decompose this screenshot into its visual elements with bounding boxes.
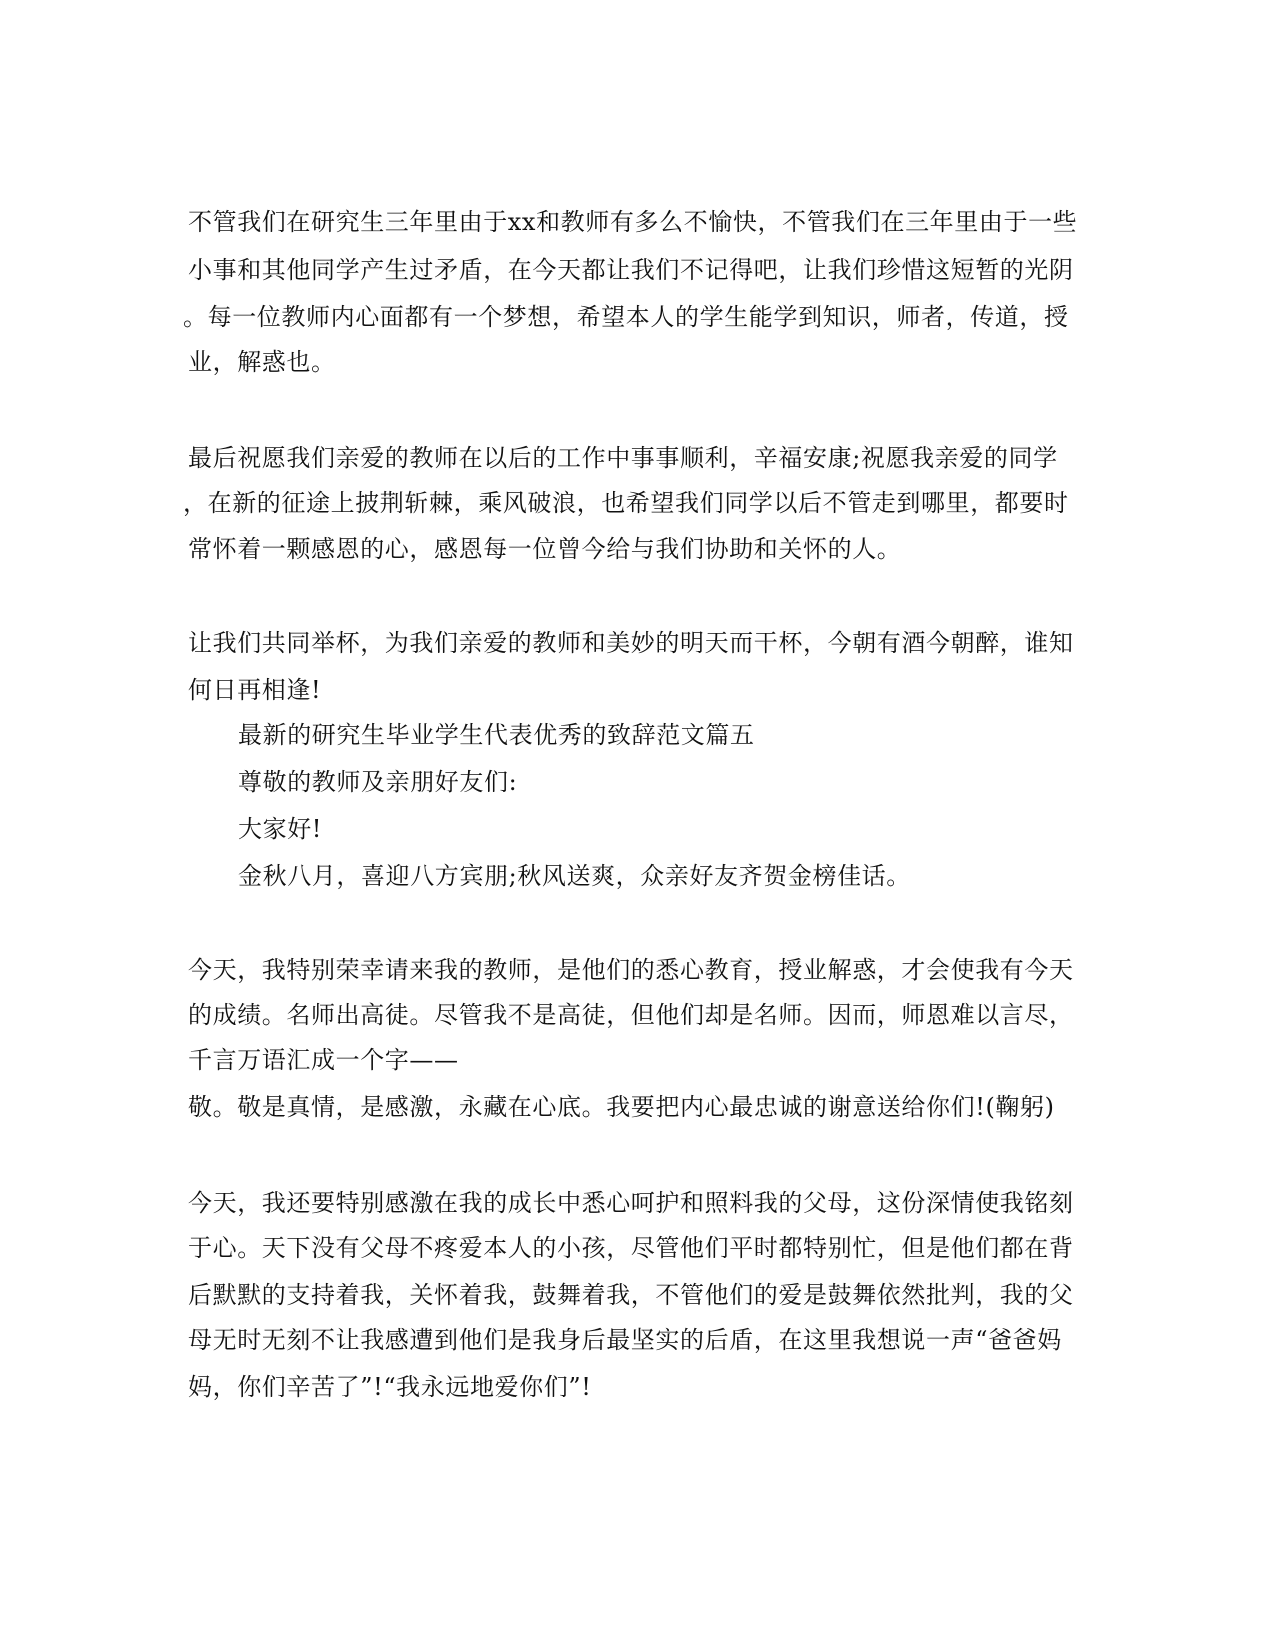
paragraph-5-line-4: 母无时无刻不让我感遭到他们是我身后最坚实的后盾，在这里我想说一声“爸爸妈: [188, 1326, 1062, 1354]
paragraph-4-line-3: 千言万语汇成一个字——: [188, 1046, 459, 1074]
opening-line: 金秋八月，喜迎八方宾朋;秋风送爽，众亲好友齐贺金榜佳话。: [238, 862, 911, 890]
paragraph-2-line-2: ，在新的征途上披荆斩棘，乘风破浪，也希望我们同学以后不管走到哪里，都要时: [183, 489, 1069, 517]
paragraph-4-line-1: 今天，我特别荣幸请来我的教师，是他们的悉心教育，授业解惑，才会使我有今天: [188, 956, 1074, 984]
paragraph-2-line-1: 最后祝愿我们亲爱的教师在以后的工作中事事顺利，辛福安康;祝愿我亲爱的同学: [188, 444, 1058, 472]
paragraph-4-line-2: 的成绩。名师出高徒。尽管我不是高徒，但他们却是名师。因而，师恩难以言尽，: [188, 1001, 1074, 1029]
paragraph-1-line-1: 不管我们在研究生三年里由于xx和教师有多么不愉快，不管我们在三年里由于一些: [188, 208, 1078, 236]
paragraph-1-line-3: 。每一位教师内心面都有一个梦想，希望本人的学生能学到知识，师者，传道，授: [183, 303, 1069, 331]
paragraph-5-line-2: 于心。天下没有父母不疼爱本人的小孩，尽管他们平时都特别忙，但是他们都在背: [188, 1234, 1074, 1262]
paragraph-5-line-1: 今天，我还要特别感激在我的成长中悉心呵护和照料我的父母，这份深情使我铭刻: [188, 1189, 1074, 1217]
paragraph-5-line-5: 妈，你们辛苦了”!“我永远地爱你们”!: [188, 1373, 592, 1401]
paragraph-1-line-4: 业，解惑也。: [188, 348, 336, 376]
paragraph-4-line-4: 敬。敬是真情，是感激，永藏在心底。我要把内心最忠诚的谢意送给你们!(鞠躬): [188, 1093, 1055, 1121]
greeting: 大家好!: [238, 815, 323, 843]
paragraph-5-line-3: 后默默的支持着我，关怀着我，鼓舞着我，不管他们的爱是鼓舞依然批判，我的父: [188, 1281, 1074, 1309]
paragraph-1-line-2: 小事和其他同学产生过矛盾，在今天都让我们不记得吧，让我们珍惜这短暂的光阴: [188, 256, 1074, 284]
paragraph-3-line-1: 让我们共同举杯，为我们亲爱的教师和美妙的明天而干杯，今朝有酒今朝醉，谁知: [188, 629, 1074, 657]
paragraph-3-line-2: 何日再相逢!: [188, 676, 322, 704]
section-heading: 最新的研究生毕业学生代表优秀的致辞范文篇五: [238, 721, 755, 749]
salutation: 尊敬的教师及亲朋好友们:: [238, 768, 518, 796]
paragraph-2-line-3: 常怀着一颗感恩的心，感恩每一位曾今给与我们协助和关怀的人。: [188, 535, 902, 563]
